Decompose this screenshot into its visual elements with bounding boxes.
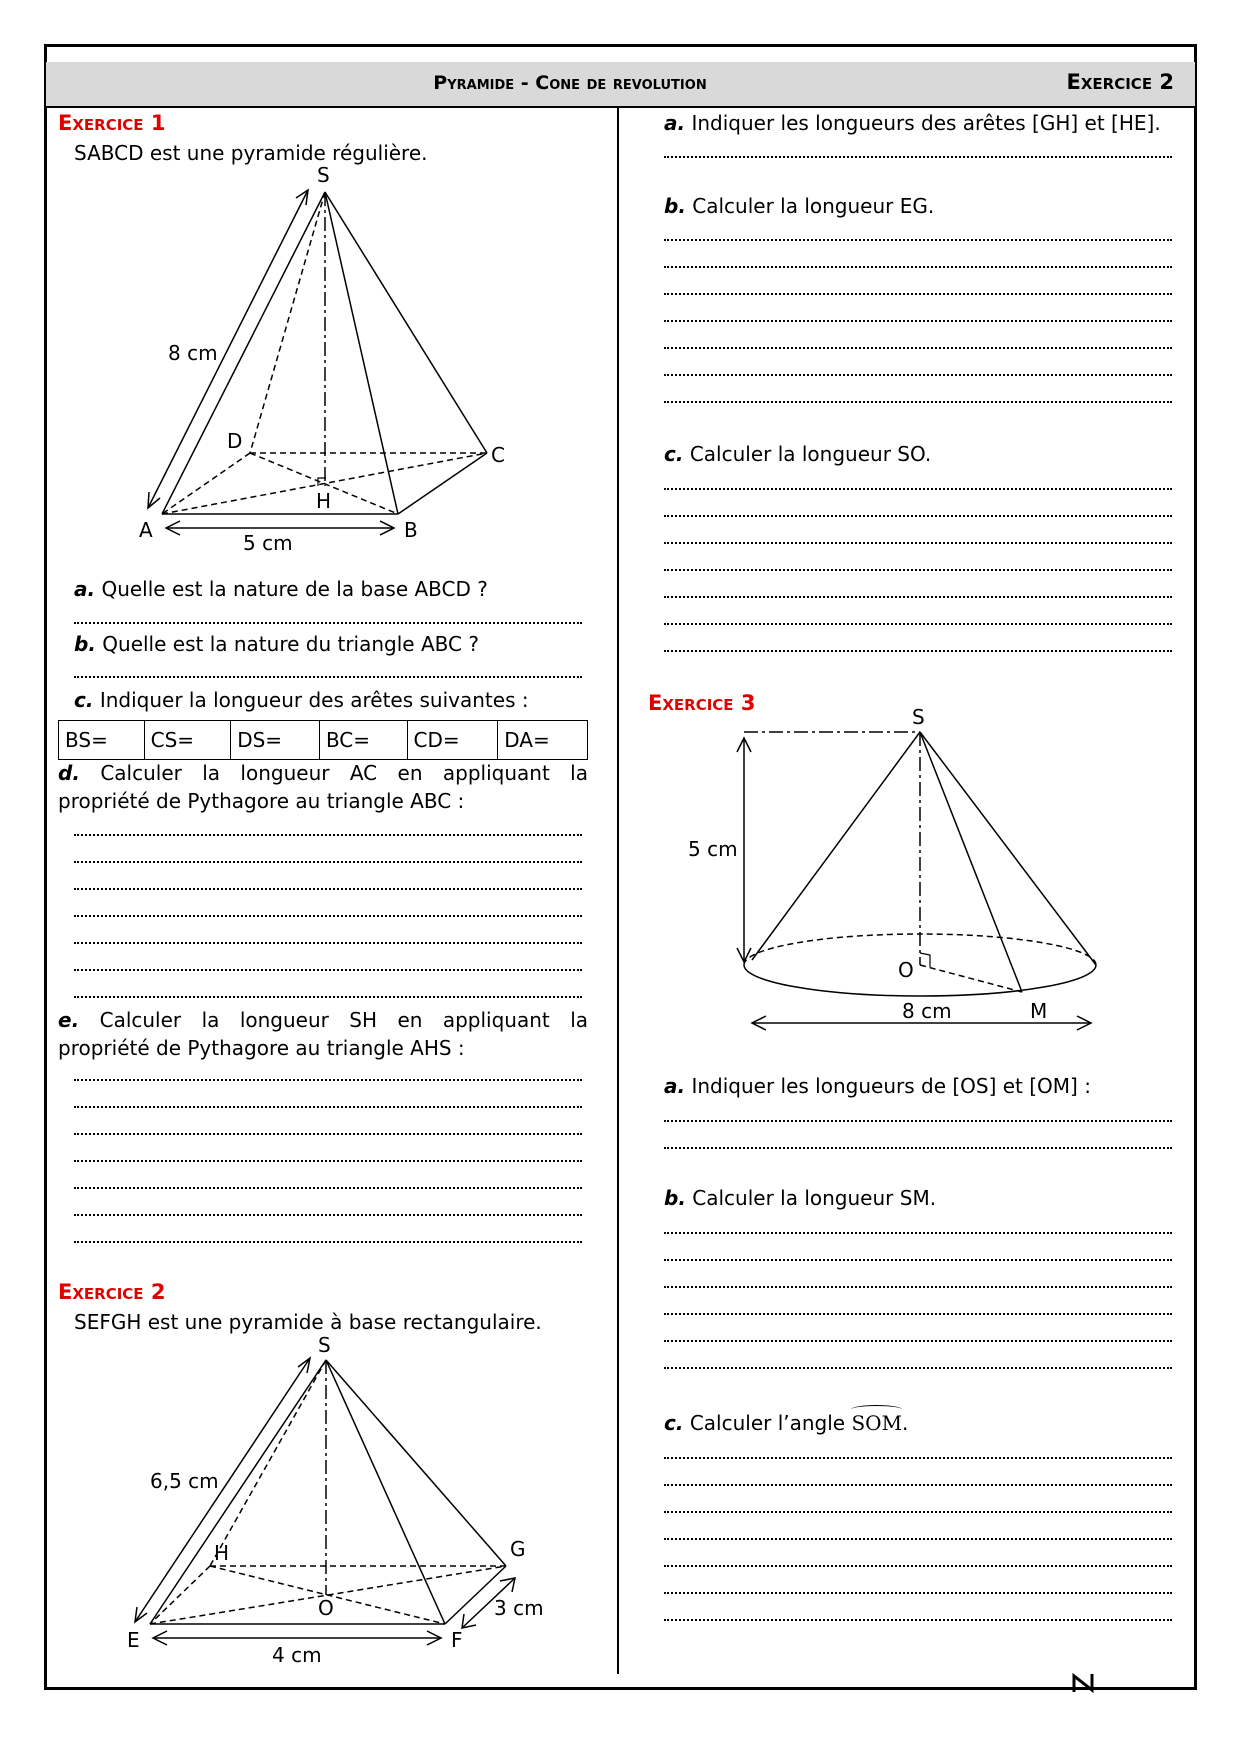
answer-line[interactable] (664, 1563, 1172, 1567)
answer-line[interactable] (664, 1365, 1172, 1369)
ex3-height-label: 5 cm (688, 837, 738, 861)
ex2-label-G: G (510, 1537, 526, 1561)
ex3-cone-figure (620, 700, 1240, 1050)
answer-line[interactable] (74, 832, 582, 836)
answer-line[interactable] (664, 1590, 1172, 1594)
ex3-label-O: O (898, 958, 914, 982)
answer-line[interactable] (664, 1284, 1172, 1288)
answer-line[interactable] (74, 1239, 582, 1243)
ex2-label-S: S (318, 1333, 331, 1357)
answer-line[interactable] (664, 399, 1172, 403)
generatrix-SM (920, 732, 1022, 992)
ex2-intro: SEFGH est une pyramide à base rectangulaire. (74, 1310, 542, 1334)
ex1-question-c: c. Indiquer la longueur des arêtes suivantes : (74, 688, 529, 712)
answer-line[interactable] (664, 345, 1172, 349)
answer-line[interactable] (664, 1455, 1172, 1459)
edge-cell-BS[interactable]: BS= (59, 721, 145, 760)
answer-line[interactable] (664, 594, 1172, 598)
edge-cell-CS[interactable]: CS= (144, 721, 231, 760)
edge-SF (326, 1360, 445, 1624)
answer-line[interactable] (664, 513, 1172, 517)
answer-line[interactable] (664, 1145, 1172, 1149)
answer-line[interactable] (664, 1617, 1172, 1621)
ex1-question-a: a. Quelle est la nature de la base ABCD ? (74, 577, 488, 601)
ex1-base-label: 5 cm (243, 531, 293, 555)
page-title: Pyramide - Cone de revolution (433, 72, 707, 94)
ex1-question-d-line2: propriété de Pythagore au triangle ABC : (58, 789, 465, 813)
answer-line[interactable] (74, 1212, 582, 1216)
ex2-question-b: b. Calculer la longueur EG. (664, 194, 935, 218)
edge-SC (325, 192, 487, 453)
ex1-label-S: S (317, 163, 330, 187)
answer-line[interactable] (664, 648, 1172, 652)
page-exercise-label: Exercice 2 (1066, 70, 1174, 94)
answer-line[interactable] (74, 1131, 582, 1135)
answer-line[interactable] (664, 1257, 1172, 1261)
ex3-question-a: a. Indiquer les longueurs de [OS] et [OM] : (664, 1074, 1091, 1098)
ex1-label-D: D (227, 429, 243, 453)
ex3-question-c: c. Calculer l’angle SOM. (664, 1411, 909, 1435)
answer-line[interactable] (74, 967, 582, 971)
ex2-edge-label: 6,5 cm (150, 1469, 219, 1493)
ex2-label-H: H (214, 1541, 230, 1565)
answer-line[interactable] (664, 1482, 1172, 1486)
answer-line[interactable] (74, 1158, 582, 1162)
ex1-edge-label: 8 cm (168, 341, 218, 365)
answer-line[interactable] (664, 621, 1172, 625)
ex1-question-d: d. Calculer la longueur AC en appliquant la (58, 761, 588, 785)
answer-line[interactable] (74, 674, 582, 678)
answer-line[interactable] (664, 567, 1172, 571)
edge-cell-DS[interactable]: DS= (231, 721, 320, 760)
answer-line[interactable] (74, 859, 582, 863)
edge-cell-DA[interactable]: DA= (498, 721, 588, 760)
answer-line[interactable] (664, 237, 1172, 241)
ex3-label-M: M (1030, 999, 1048, 1023)
ex2-side-label: 3 cm (494, 1596, 544, 1620)
ex2-label-E: E (127, 1628, 140, 1652)
ex1-label-C: C (491, 443, 505, 467)
ex1-label-B: B (404, 518, 418, 542)
answer-line[interactable] (74, 1185, 582, 1189)
answer-line[interactable] (664, 1230, 1172, 1234)
answer-line[interactable] (74, 913, 582, 917)
ex1-label-H: H (316, 489, 332, 513)
answer-line[interactable] (664, 1509, 1172, 1513)
ex1-question-e: e. Calculer la longueur SH en appliquant la (58, 1008, 589, 1032)
answer-line[interactable] (74, 1104, 582, 1108)
answer-line[interactable] (664, 291, 1172, 295)
radius-OM (920, 965, 1022, 992)
corner-mark (1070, 1672, 1100, 1694)
edge-BC (398, 453, 487, 514)
answer-line[interactable] (664, 264, 1172, 268)
answer-line[interactable] (664, 372, 1172, 376)
answer-line[interactable] (74, 994, 582, 998)
answer-line[interactable] (74, 1077, 582, 1081)
edge-cell-BC[interactable]: BC= (319, 721, 407, 760)
answer-line[interactable] (74, 940, 582, 944)
answer-line[interactable] (74, 886, 582, 890)
ex1-pyramid-figure (0, 0, 620, 560)
ex2-question-c: c. Calculer la longueur SO. (664, 442, 932, 466)
ex2-base-label: 4 cm (272, 1643, 322, 1667)
ex2-title: Exercice 2 (58, 1280, 166, 1304)
ex2-label-F: F (451, 1628, 463, 1652)
edge-SH (210, 1360, 326, 1566)
ex1-intro: SABCD est une pyramide régulière. (74, 141, 428, 165)
answer-line[interactable] (664, 1311, 1172, 1315)
answer-line[interactable] (664, 540, 1172, 544)
ex3-label-S: S (912, 705, 925, 729)
ex1-title: Exercice 1 (58, 111, 166, 135)
ex1-label-A: A (139, 518, 153, 542)
ex3-question-b: b. Calculer la longueur SM. (664, 1186, 937, 1210)
ex1-question-e-line2: propriété de Pythagore au triangle AHS : (58, 1036, 465, 1060)
ex1-edges-table (58, 720, 588, 760)
generatrix-left (752, 732, 920, 960)
edge-SB (325, 192, 398, 514)
ex2-pyramid-figure (0, 1320, 620, 1680)
edge-cell-CD[interactable]: CD= (407, 721, 498, 760)
answer-line[interactable] (664, 1536, 1172, 1540)
ex1-question-b: b. Quelle est la nature du triangle ABC ? (74, 632, 479, 656)
generatrix-right (920, 732, 1096, 965)
answer-line[interactable] (664, 154, 1172, 158)
angle-SOM: SOM (851, 1411, 903, 1435)
answer-line[interactable] (664, 1338, 1172, 1342)
cone-base-front (744, 965, 1096, 996)
ex3-title: Exercice 3 (648, 691, 756, 715)
answer-line[interactable] (664, 318, 1172, 322)
ex3-diam-label: 8 cm (902, 999, 952, 1023)
answer-line[interactable] (664, 1118, 1172, 1122)
ex2-question-a: a. Indiquer les longueurs des arêtes [GH] et [HE]. (664, 111, 1161, 135)
answer-line[interactable] (74, 620, 582, 624)
answer-line[interactable] (664, 486, 1172, 490)
edge-SG (326, 1360, 506, 1566)
edge-DA (162, 453, 250, 514)
ex2-label-O: O (318, 1596, 334, 1620)
